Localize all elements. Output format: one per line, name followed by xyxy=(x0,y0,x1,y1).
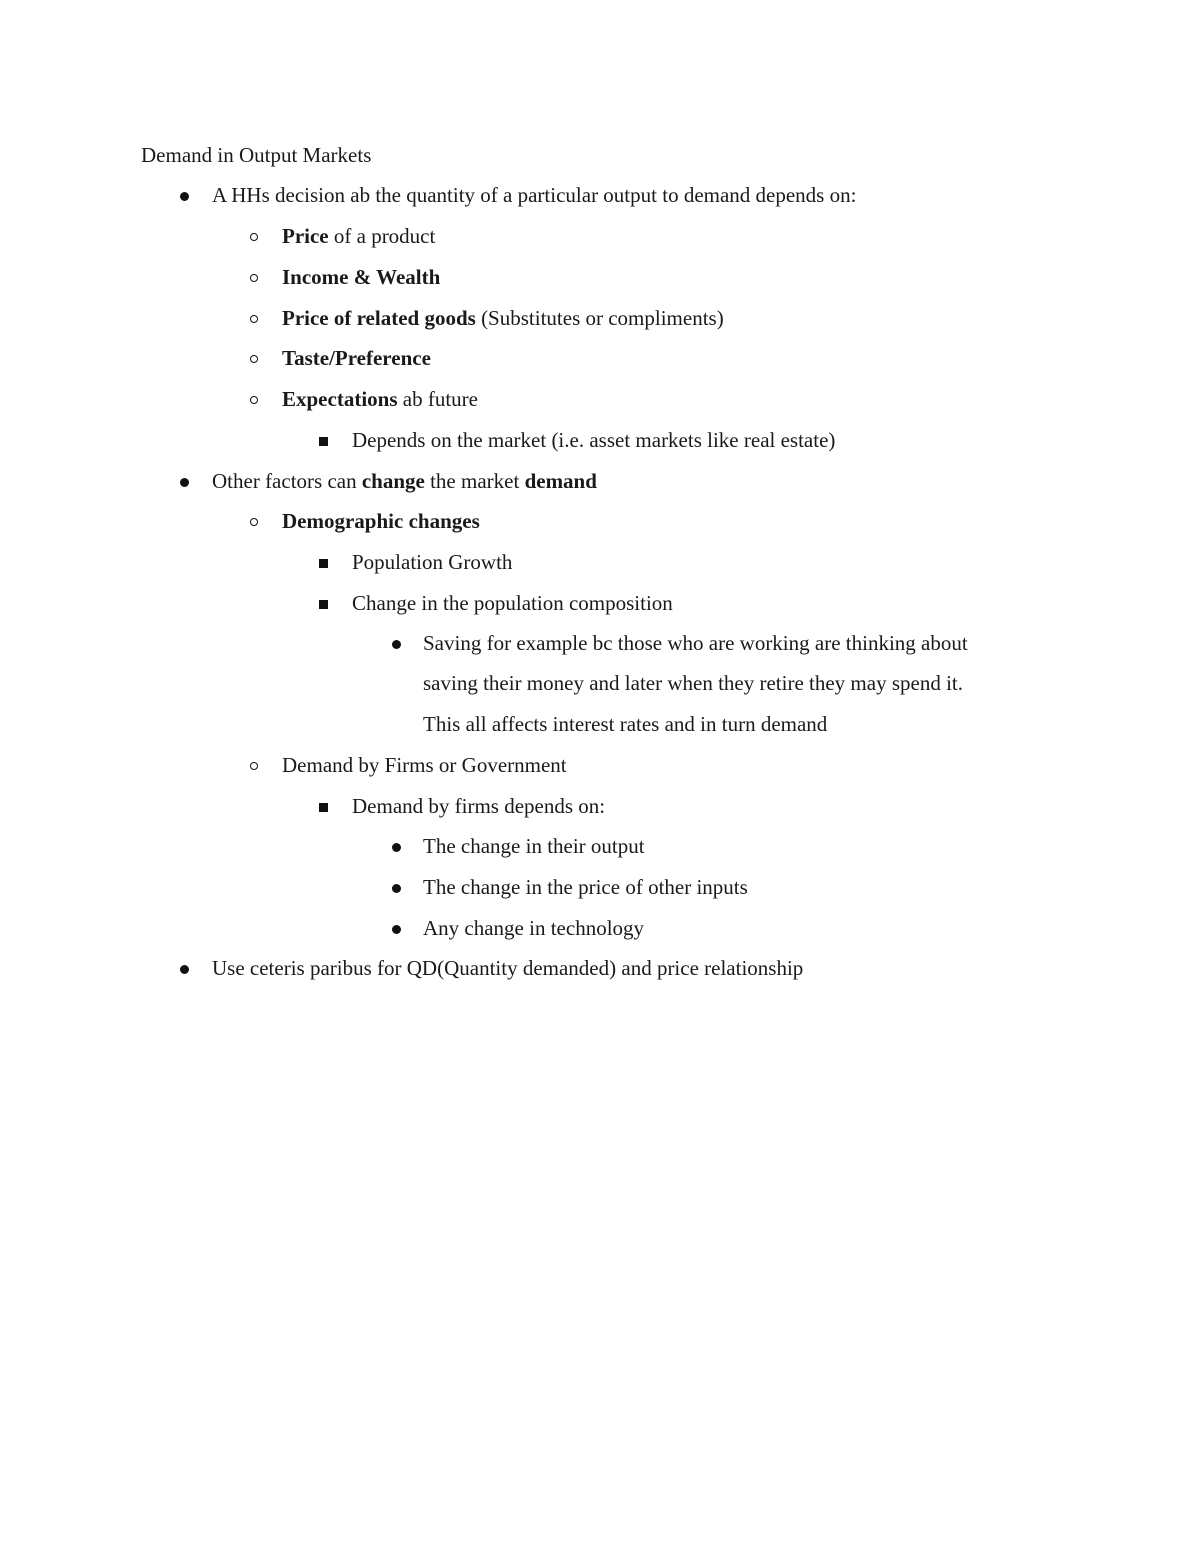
list-item: Change in the population composition xyxy=(352,591,673,615)
bullet-disc-icon xyxy=(392,925,401,934)
list-item: Demographic changes xyxy=(282,509,480,533)
bullet-square-icon xyxy=(319,600,328,609)
bullet-disc-icon xyxy=(180,965,189,974)
list-item: Demand by firms depends on: xyxy=(352,794,606,818)
bullet-circle-icon xyxy=(250,355,258,363)
bullet-disc-icon xyxy=(392,640,401,649)
bullet-disc-icon xyxy=(180,192,189,201)
list-item-line: Saving for example bc those who are working are thinking about xyxy=(423,631,968,655)
list-item: Population Growth xyxy=(352,550,513,574)
list-item: Any change in technology xyxy=(423,916,645,940)
bullet-circle-icon xyxy=(250,762,258,770)
list-item: Other factors can change the market demand xyxy=(212,469,597,493)
list-item: The change in their output xyxy=(423,834,645,858)
list-item: Taste/Preference xyxy=(282,346,431,370)
list-item: Price of related goods (Substitutes or compliments) xyxy=(282,306,724,330)
bullet-disc-icon xyxy=(180,478,189,487)
list-item: A HHs decision ab the quantity of a particular output to demand depends on: xyxy=(212,183,857,207)
bullet-circle-icon xyxy=(250,518,258,526)
list-item: Demand by Firms or Government xyxy=(282,753,567,777)
list-item: Expectations ab future xyxy=(282,387,478,411)
bullet-disc-icon xyxy=(392,843,401,852)
bullet-square-icon xyxy=(319,437,328,446)
bullet-square-icon xyxy=(319,559,328,568)
list-item: Income & Wealth xyxy=(282,265,441,289)
bullet-circle-icon xyxy=(250,396,258,404)
page-title: Demand in Output Markets xyxy=(141,143,372,167)
list-item: Use ceteris paribus for QD(Quantity demanded) and price relationship xyxy=(212,956,804,980)
bullet-circle-icon xyxy=(250,315,258,323)
list-item: Price of a product xyxy=(282,224,436,248)
list-item: Depends on the market (i.e. asset markets like real estate) xyxy=(352,428,836,452)
bullet-square-icon xyxy=(319,803,328,812)
list-item: The change in the price of other inputs xyxy=(423,875,748,899)
bullet-circle-icon xyxy=(250,233,258,241)
list-item-line: saving their money and later when they retire they may spend it. xyxy=(423,671,964,695)
list-item-line: This all affects interest rates and in turn demand xyxy=(423,712,828,736)
bullet-disc-icon xyxy=(392,884,401,893)
bullet-circle-icon xyxy=(250,274,258,282)
